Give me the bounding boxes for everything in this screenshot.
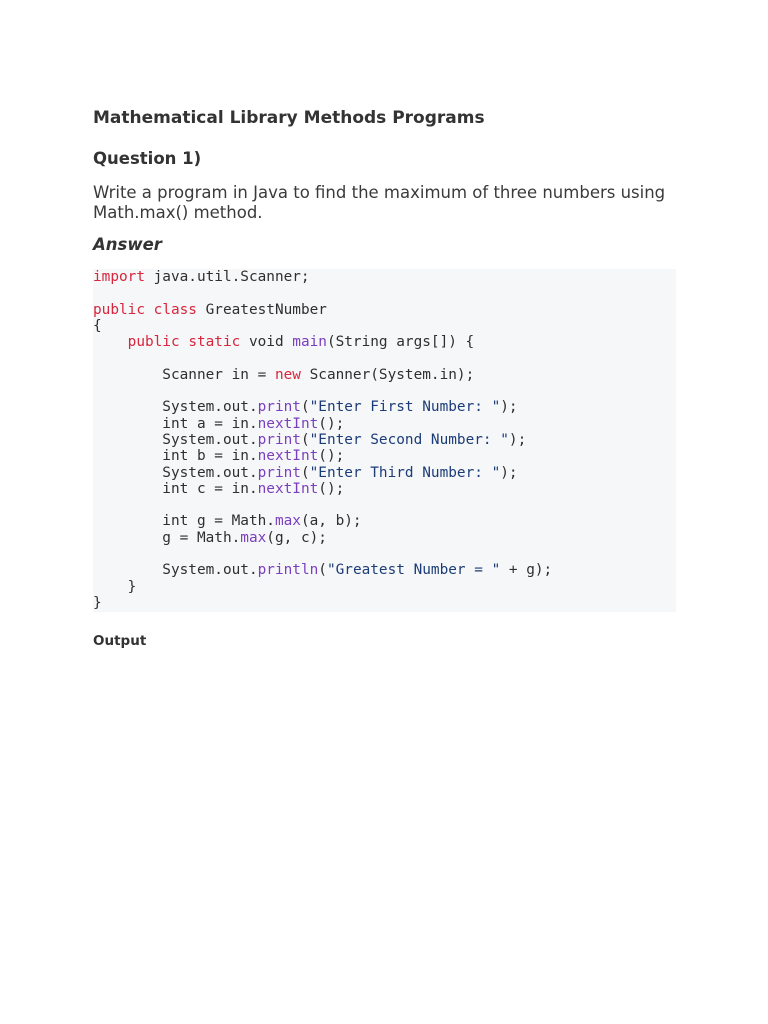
code-text: ( <box>300 464 310 481</box>
code-text: (); <box>318 448 345 465</box>
code-text: ); <box>508 431 527 448</box>
answer-heading: Answer <box>93 235 162 254</box>
code-text: (g, c); <box>266 529 327 546</box>
code-text: void <box>240 334 293 351</box>
code-keyword: public <box>93 301 145 318</box>
code-text: { <box>93 317 102 334</box>
code-text: ); <box>500 399 518 416</box>
code-line <box>93 367 676 383</box>
code-text: (a, b); <box>300 513 362 530</box>
code-method: max <box>274 513 301 530</box>
code-line <box>93 562 676 578</box>
code-text: (String args[]) { <box>326 334 475 351</box>
code-line <box>93 579 676 595</box>
code-text: + g); <box>500 562 553 579</box>
code-text: ( <box>300 399 310 416</box>
code-line <box>93 285 676 301</box>
code-line <box>93 302 676 318</box>
code-line <box>93 334 676 350</box>
code-line <box>93 513 676 529</box>
code-text: ( <box>318 562 327 579</box>
code-method: max <box>240 529 267 546</box>
code-text <box>180 334 189 350</box>
code-keyword: class <box>153 301 197 318</box>
code-block[interactable] <box>93 269 676 612</box>
code-text: ); <box>500 464 518 481</box>
code-keyword: static <box>188 334 241 351</box>
code-text: GreatestNumber <box>196 301 327 318</box>
code-line <box>93 546 676 562</box>
code-keyword: import <box>93 269 145 285</box>
code-line <box>93 481 676 497</box>
code-line <box>93 416 676 432</box>
code-text: System.out. <box>93 399 258 416</box>
code-line <box>93 595 676 611</box>
output-heading: Output <box>93 633 147 649</box>
code-text: System.out. <box>93 464 258 481</box>
code-keyword: new <box>274 366 301 383</box>
code-line <box>93 465 676 481</box>
code-text: Scanner(System.in); <box>300 366 475 383</box>
code-line <box>93 383 676 399</box>
code-method: print <box>257 399 301 416</box>
code-string: "Enter Third Number: " <box>309 464 501 481</box>
code-method: print <box>257 431 301 448</box>
code-method: nextInt <box>257 480 319 497</box>
code-listing <box>93 269 676 611</box>
code-string: "Greatest Number = " <box>326 562 501 579</box>
code-text: System.out. <box>93 562 258 579</box>
code-text: (); <box>318 415 345 432</box>
code-line <box>93 399 676 415</box>
code-method: nextInt <box>257 448 319 465</box>
code-text <box>93 334 128 350</box>
code-method: print <box>257 464 301 481</box>
code-string: "Enter First Number: " <box>309 399 501 416</box>
question-text: Write a program in Java to find the maximum of three numbers using Math.max() method. <box>93 183 666 222</box>
code-method: main <box>292 334 327 351</box>
code-text: java.util.Scanner; <box>144 269 310 285</box>
question-heading: Question 1) <box>93 149 202 168</box>
page-title: Mathematical Library Methods Programs <box>93 108 485 128</box>
code-keyword: public <box>127 334 180 351</box>
code-line <box>93 318 676 334</box>
code-line <box>93 350 676 366</box>
code-string: "Enter Second Number: " <box>309 431 509 448</box>
code-text: g = Math. <box>93 529 241 546</box>
code-text: System.out. <box>93 431 258 448</box>
code-text: } <box>93 578 137 595</box>
code-line <box>93 432 676 448</box>
code-text: ( <box>300 431 310 448</box>
code-method: nextInt <box>257 415 319 432</box>
code-text: int b = in. <box>93 448 258 465</box>
code-text: int a = in. <box>93 415 258 432</box>
code-text: (); <box>318 480 345 497</box>
code-method: println <box>257 562 319 579</box>
code-text: Scanner in = <box>93 366 275 383</box>
code-text <box>145 302 154 318</box>
code-line <box>93 497 676 513</box>
code-line <box>93 448 676 464</box>
code-text: int g = Math. <box>93 513 275 530</box>
code-line <box>93 269 676 285</box>
code-line <box>93 530 676 546</box>
code-text: int c = in. <box>93 480 258 497</box>
code-text: } <box>93 594 102 611</box>
